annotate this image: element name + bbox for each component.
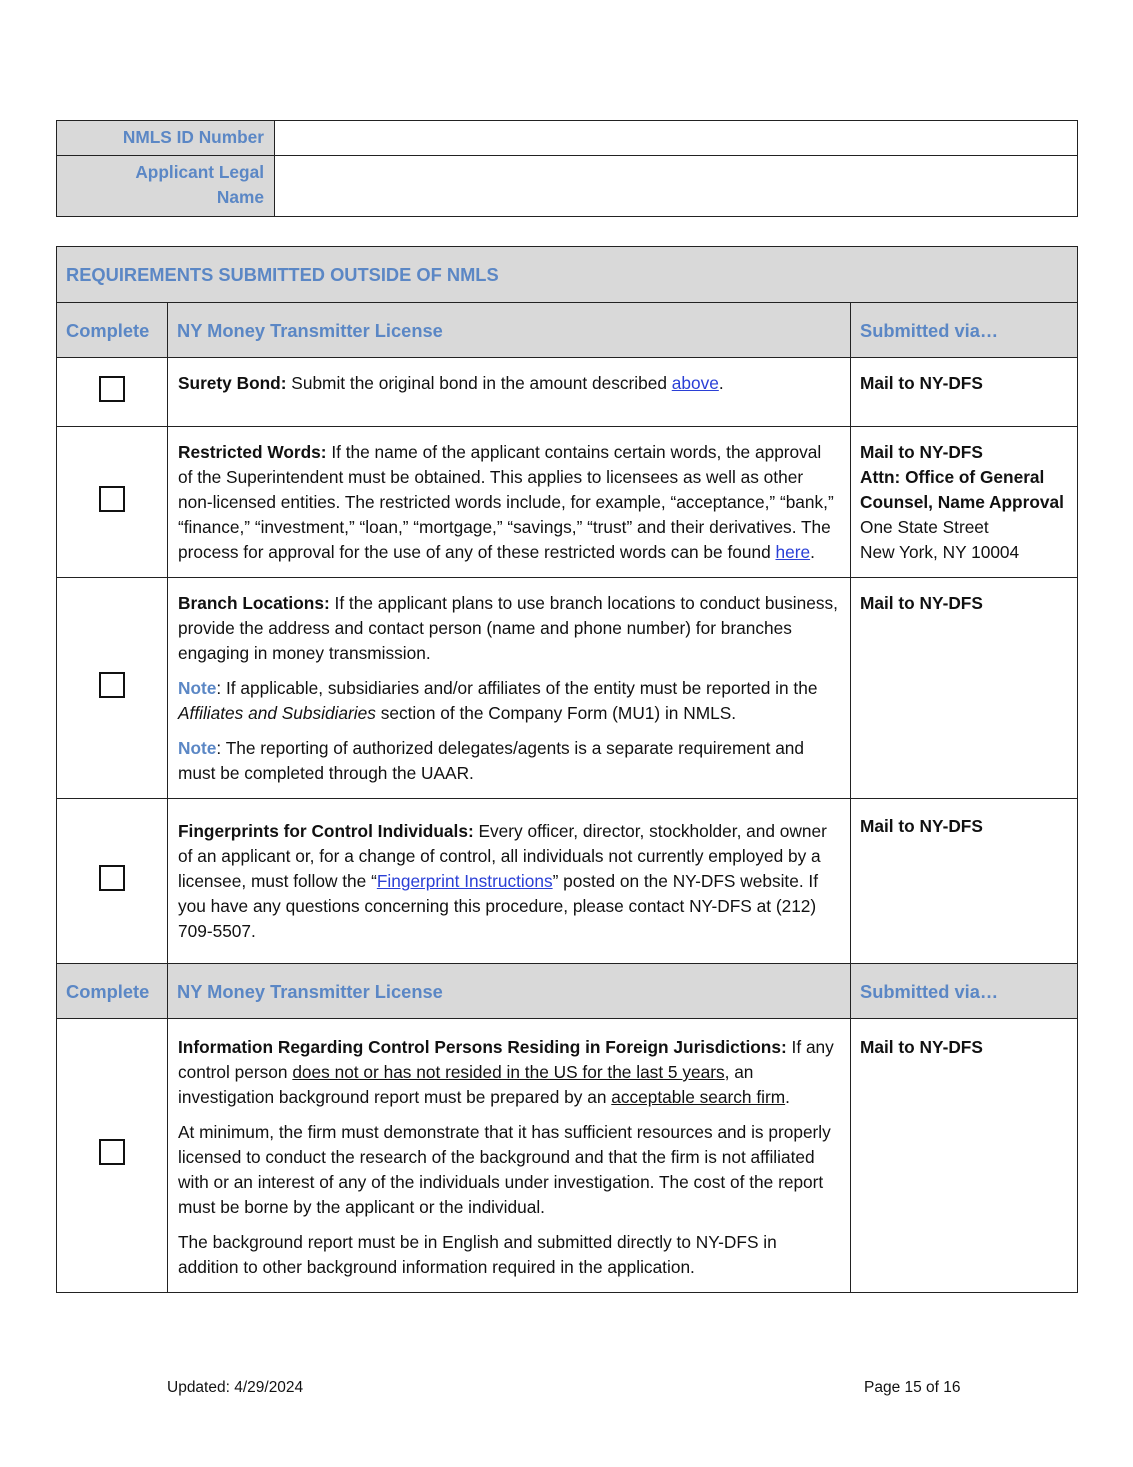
submitted-via-cell: [851, 799, 1078, 964]
note-label: Note: [178, 738, 217, 758]
submitted-via: Mail to NY-DFS: [860, 816, 983, 836]
complete-cell: [57, 578, 168, 799]
note-text-tail: section of the Company Form (MU1) in NMLS.: [375, 703, 737, 723]
col-complete-header: Complete: [57, 303, 168, 358]
requirement-text: Submit the original bond in the amount described: [286, 373, 672, 393]
requirement-paragraph-3: The background report must be in English and submitted directly to NY-DFS in addition to other background information required in the application.: [178, 1232, 777, 1277]
requirement-text-tail: ” posted on the NY-DFS website. If you have any questions concerning this procedure, please contact NY-DFS at (212) 709-5507.: [178, 871, 819, 941]
column-header-row: [57, 303, 1078, 358]
requirement-title: Surety Bond:: [178, 373, 287, 393]
requirement-text-tail: .: [785, 1087, 790, 1107]
address-line-1: One State Street: [860, 517, 989, 537]
complete-checkbox[interactable]: [99, 672, 125, 698]
submitted-via-attention: Attn: Office of General Counsel, Name Approval: [860, 467, 1064, 512]
requirement-row-restricted-words: [57, 427, 1078, 578]
requirement-text: If any control person: [178, 1037, 834, 1082]
note-text: : If applicable, subsidiaries and/or affiliates of the entity must be reported in the: [216, 678, 818, 698]
requirement-description: [168, 799, 851, 964]
requirements-table: [56, 246, 1078, 1293]
requirement-title: Fingerprints for Control Individuals:: [178, 821, 474, 841]
submitted-via: Mail to NY-DFS: [860, 442, 983, 462]
submitted-via-cell: [851, 358, 1078, 427]
requirement-row-foreign-jurisdictions: [57, 1019, 1078, 1293]
submitted-via: Mail to NY-DFS: [860, 373, 983, 393]
requirement-text-mid: , an investigation background report must be prepared by an: [178, 1062, 754, 1107]
complete-cell: [57, 799, 168, 964]
submitted-via: Mail to NY-DFS: [860, 593, 983, 613]
residency-condition: does not or has not resided in the US for the last 5 years: [292, 1062, 725, 1082]
col-license-header: NY Money Transmitter License: [168, 964, 851, 1019]
note-text: : The reporting of authorized delegates/agents is a separate requirement and must be completed through the UAAR.: [178, 738, 805, 783]
requirement-title: Restricted Words:: [178, 442, 327, 462]
legal-name-field[interactable]: [275, 156, 1078, 217]
legal-name-row: [57, 156, 1078, 217]
requirement-text: Every officer, director, stockholder, and owner of an applicant or, for a change of control, all individuals not currently employed by a licensee, must follow the “: [178, 821, 827, 891]
requirement-description: [168, 578, 851, 799]
col-complete-header: Complete: [57, 964, 168, 1019]
col-submitted-header: Submitted via…: [851, 303, 1078, 358]
complete-checkbox[interactable]: [99, 865, 125, 891]
requirement-text: If the applicant plans to use branch locations to conduct business, provide the address and contact person (name and phone number) for branches engaging in money transmission.: [178, 593, 838, 663]
requirement-row-surety-bond: [57, 358, 1078, 427]
legal-name-label-line2: Name: [216, 187, 264, 207]
nmls-id-row: [57, 121, 1078, 156]
requirement-title: Information Regarding Control Persons Residing in Foreign Jurisdictions:: [178, 1037, 787, 1057]
requirement-description: [168, 1019, 851, 1293]
requirement-row-fingerprints: [57, 799, 1078, 964]
nmls-id-field[interactable]: [275, 121, 1078, 156]
fingerprint-instructions-link[interactable]: Fingerprint Instructions: [376, 871, 553, 891]
requirement-text-tail: .: [810, 542, 815, 562]
footer-page-number: Page 15 of 16: [864, 1379, 961, 1396]
section-title-row: [57, 247, 1078, 303]
col-license-header: NY Money Transmitter License: [168, 303, 851, 358]
complete-checkbox[interactable]: [99, 376, 125, 402]
complete-cell: [57, 358, 168, 427]
submitted-via: Mail to NY-DFS: [860, 1037, 983, 1057]
note-italic: Affiliates and Subsidiaries: [178, 703, 376, 723]
nmls-id-label: NMLS ID Number: [57, 121, 275, 156]
submitted-via-cell: [851, 578, 1078, 799]
address-line-2: New York, NY 10004: [860, 542, 1020, 562]
requirement-row-branch-locations: [57, 578, 1078, 799]
requirement-description: [168, 427, 851, 578]
above-link[interactable]: above: [671, 373, 719, 393]
requirement-text: If the name of the applicant contains certain words, the approval of the Superintendent must be obtained. This applies to licensees as well as other non-licensed entities. The restricted words include, for example, “acceptance,” “bank,” “finance,” “investment,” “loan,” “mortgage,” “savings,” “trust” and their derivatives. The process for approval for the use of any of these restricted words can be found: [178, 442, 834, 562]
column-header-row-repeat: [57, 964, 1078, 1019]
requirement-title: Branch Locations:: [178, 593, 330, 613]
applicant-id-table: [56, 120, 1078, 217]
acceptable-search-firm: acceptable search firm: [611, 1087, 786, 1107]
note-label: Note: [178, 678, 217, 698]
complete-cell: [57, 427, 168, 578]
requirement-description: [168, 358, 851, 427]
here-link[interactable]: here: [775, 542, 811, 562]
requirement-text-tail: .: [718, 373, 724, 393]
complete-cell: [57, 1019, 168, 1293]
requirement-paragraph-2: At minimum, the firm must demonstrate that it has sufficient resources and is properly licensed to conduct the research of the background and that the firm is not affiliated with or an interest of any of the individuals under investigation. The cost of the report must be borne by the applicant or the individual.: [178, 1122, 831, 1217]
complete-checkbox[interactable]: [99, 1139, 125, 1165]
col-submitted-header: Submitted via…: [851, 964, 1078, 1019]
section-title: REQUIREMENTS SUBMITTED OUTSIDE OF NMLS: [57, 247, 1078, 303]
complete-checkbox[interactable]: [99, 486, 125, 512]
submitted-via-cell: [851, 1019, 1078, 1293]
legal-name-label: [57, 156, 275, 217]
footer-updated-date: Updated: 4/29/2024: [167, 1379, 304, 1396]
legal-name-label-line1: Applicant Legal: [135, 162, 264, 182]
submitted-via-cell: [851, 427, 1078, 578]
